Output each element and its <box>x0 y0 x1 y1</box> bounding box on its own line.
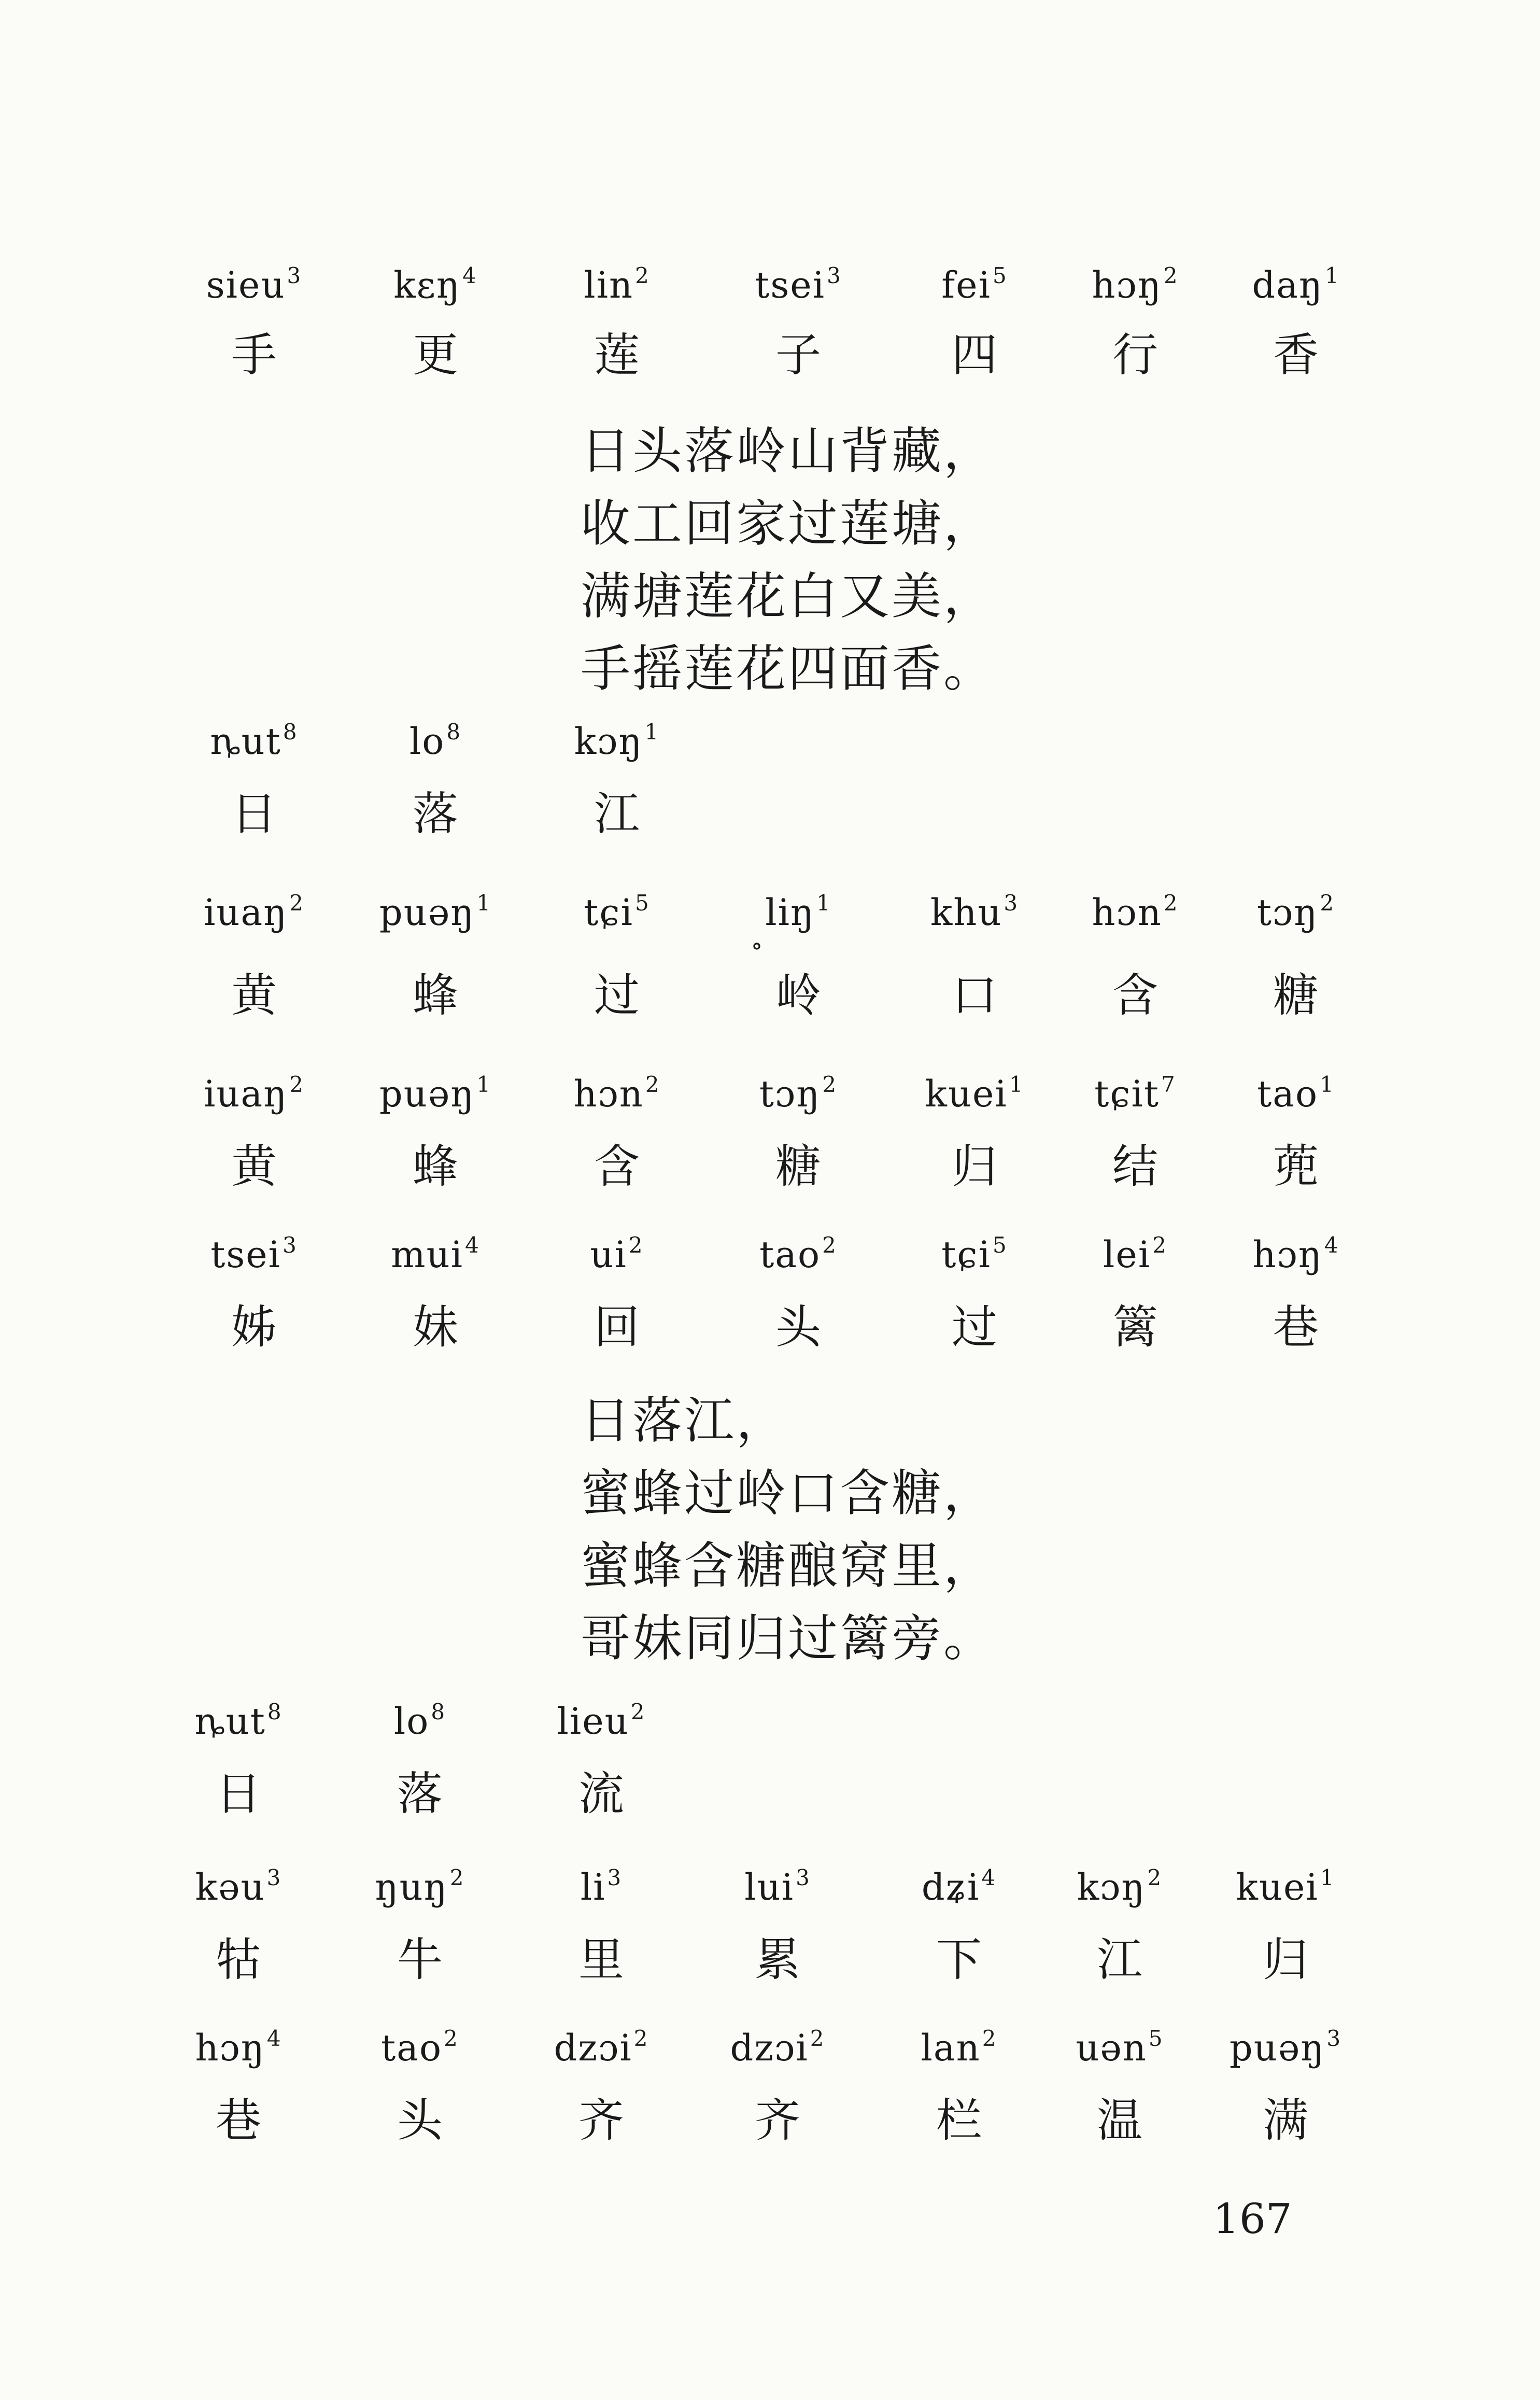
pinyin-syllable: dzɔi$^2$ <box>730 2026 825 2069</box>
hanzi-character: 手 <box>231 328 277 382</box>
pinyin-syllable: kɔŋ$^1$ <box>574 719 660 763</box>
pinyin-syllable: kəu$^3$ <box>195 1865 282 1908</box>
pinyin-syllable: ŋuŋ$^2$ <box>375 1865 465 1908</box>
hanzi-character: 口 <box>951 969 997 1022</box>
hanzi-character: 江 <box>594 787 640 840</box>
pinyin-row <box>0 1068 1540 1135</box>
pinyin-syllable: hɔn$^2$ <box>1092 890 1179 934</box>
hanzi-row <box>0 324 1540 391</box>
pinyin-syllable: mui$^4$ <box>391 1232 480 1276</box>
pinyin-row <box>0 1861 1540 1929</box>
hanzi-character: 香 <box>1273 328 1319 382</box>
hanzi-character: 黄 <box>231 1140 277 1193</box>
pinyin-row <box>0 2022 1540 2089</box>
pinyin-syllable: tɔŋ$^2$ <box>759 1072 838 1115</box>
pinyin-row <box>0 1695 1540 1763</box>
hanzi-row <box>0 2089 1540 2157</box>
pinyin-syllable: lan$^2$ <box>921 2026 997 2069</box>
poem-line: 收工回家过莲塘， <box>581 495 995 553</box>
hanzi-character: 蜂 <box>412 969 458 1022</box>
hanzi-character: 黄 <box>231 969 277 1022</box>
pinyin-syllable: lei$^2$ <box>1103 1232 1167 1276</box>
pinyin-syllable: iuaŋ$^2$ <box>203 1072 305 1115</box>
hanzi-character: 齐 <box>578 2094 624 2147</box>
hanzi-character: 蜂 <box>412 1140 458 1193</box>
pinyin-row <box>0 1229 1540 1296</box>
hanzi-character: 行 <box>1112 328 1158 382</box>
hanzi-row <box>0 783 1540 850</box>
pinyin-row <box>0 715 1540 783</box>
hanzi-character: 齐 <box>754 2094 800 2147</box>
hanzi-row <box>0 1929 1540 1996</box>
pinyin-syllable: kuei$^1$ <box>925 1072 1024 1115</box>
hanzi-character: 四 <box>951 328 997 382</box>
hanzi-character: 满 <box>1262 2094 1308 2147</box>
hanzi-character: 含 <box>1112 969 1158 1022</box>
hanzi-character: 落 <box>397 1767 443 1820</box>
pinyin-syllable: $ui^2$ <box>590 1232 644 1276</box>
poem-stanza <box>581 1384 1306 1675</box>
pinyin-syllable: uən$^5$ <box>1076 2026 1164 2069</box>
hanzi-character: 妹 <box>412 1300 458 1354</box>
poem-line: 手摇莲花四面香。 <box>581 640 995 698</box>
pinyin-syllable: ȵut$^8$ <box>210 719 298 763</box>
poem-line: 日落江， <box>581 1392 788 1450</box>
hanzi-character: 篱 <box>1112 1300 1158 1354</box>
pinyin-syllable: $lo^8$ <box>393 1699 446 1743</box>
hanzi-character: 落 <box>412 787 458 840</box>
hanzi-character: 归 <box>1262 1933 1308 1986</box>
pinyin-syllable: $li^3$ <box>580 1865 623 1908</box>
hanzi-character: 温 <box>1096 2094 1142 2147</box>
poem-line: 满塘莲花白又美， <box>581 567 995 625</box>
pinyin-syllable: hɔŋ$^4$ <box>195 2026 282 2069</box>
hanzi-character: 回 <box>594 1300 640 1354</box>
hanzi-character: 子 <box>775 328 821 382</box>
hanzi-character: 头 <box>775 1300 821 1354</box>
pinyin-syllable: puəŋ$^1$ <box>379 890 492 934</box>
hanzi-character: 过 <box>951 1300 997 1354</box>
pinyin-syllable: ȵut$^8$ <box>194 1699 282 1743</box>
hanzi-character: 莲 <box>594 328 640 382</box>
pinyin-syllable: lin$^2$ <box>584 263 650 306</box>
pinyin-syllable: puəŋ$^1$ <box>379 1072 492 1115</box>
pinyin-syllable: tao$^2$ <box>381 2026 459 2069</box>
poem-line: 蜜蜂过岭口含糖， <box>581 1464 995 1522</box>
pinyin-syllable: tao$^2$ <box>759 1232 837 1276</box>
hanzi-character: 糖 <box>1273 969 1319 1022</box>
hanzi-character: 里 <box>578 1933 624 1986</box>
pinyin-syllable: puəŋ$^3$ <box>1229 2026 1342 2069</box>
hanzi-row <box>0 1296 1540 1364</box>
pinyin-syllable: kɔŋ$^2$ <box>1077 1865 1163 1908</box>
pinyin-syllable: tɕi$^5$ <box>584 890 650 934</box>
pinyin-syllable: lieu$^2$ <box>557 1699 646 1743</box>
hanzi-row <box>0 1135 1540 1203</box>
pinyin-syllable: hɔŋ$^4$ <box>1252 1232 1339 1276</box>
pinyin-syllable: tsei$^3$ <box>755 263 842 306</box>
hanzi-character: 更 <box>412 328 458 382</box>
hanzi-character: 流 <box>578 1767 624 1820</box>
hanzi-character: 结 <box>1112 1140 1158 1193</box>
hanzi-character: 下 <box>936 1933 982 1986</box>
hanzi-character: 牯 <box>215 1933 261 1986</box>
hanzi-character: 江 <box>1096 1933 1142 1986</box>
pinyin-syllable: $lo^8$ <box>409 719 462 763</box>
hanzi-character: 岭 <box>775 969 821 1022</box>
pinyin-syllable: lui$^3$ <box>744 1865 811 1908</box>
hanzi-character: 日 <box>231 787 277 840</box>
pinyin-syllable: khu$^3$ <box>930 890 1019 934</box>
pinyin-syllable: tsei$^3$ <box>210 1232 298 1276</box>
pinyin-syllable: hɔn$^2$ <box>573 1072 660 1115</box>
pinyin-row <box>0 259 1540 327</box>
hanzi-character: 归 <box>951 1140 997 1193</box>
pinyin-syllable: dʑi$^4$ <box>921 1865 997 1908</box>
pinyin-syllable: fei$^5$ <box>941 263 1008 306</box>
hanzi-character: 头 <box>397 2094 443 2147</box>
hanzi-character: 栏 <box>936 2094 982 2147</box>
hanzi-character: 蔸 <box>1273 1140 1319 1193</box>
pinyin-syllable: daŋ$^1$ <box>1252 263 1340 306</box>
pinyin-syllable: sieu$^3$ <box>206 263 302 306</box>
hanzi-character: 巷 <box>215 2094 261 2147</box>
hanzi-character: 日 <box>215 1767 261 1820</box>
page-number: 167 <box>1213 2195 1292 2243</box>
hanzi-character: 糖 <box>775 1140 821 1193</box>
poem-stanza <box>581 415 1306 705</box>
hanzi-character: 姊 <box>231 1300 277 1354</box>
hanzi-character: 过 <box>594 969 640 1022</box>
hanzi-character: 累 <box>754 1933 800 1986</box>
annotation-circle-mark: ∘ <box>751 931 763 960</box>
pinyin-syllable: liŋ$^1$ <box>765 890 831 934</box>
hanzi-character: 巷 <box>1273 1300 1319 1354</box>
hanzi-row <box>0 1763 1540 1830</box>
pinyin-syllable: kɛŋ$^4$ <box>393 263 477 306</box>
pinyin-syllable: tɕi$^5$ <box>941 1232 1008 1276</box>
pinyin-syllable: tɕit$^7$ <box>1094 1072 1176 1115</box>
pinyin-syllable: kuei$^1$ <box>1236 1865 1335 1908</box>
pinyin-syllable: tao$^1$ <box>1257 1072 1335 1115</box>
poem-line: 日头落岭山背藏， <box>581 422 995 480</box>
poem-line: 哥妹同归过篱旁。 <box>581 1609 995 1667</box>
pinyin-syllable: dzɔi$^2$ <box>554 2026 649 2069</box>
hanzi-character: 含 <box>594 1140 640 1193</box>
poem-line: 蜜蜂含糖酿窝里， <box>581 1537 995 1595</box>
hanzi-row <box>0 964 1540 1032</box>
pinyin-syllable: tɔŋ$^2$ <box>1256 890 1335 934</box>
pinyin-syllable: iuaŋ$^2$ <box>203 890 305 934</box>
hanzi-character: 牛 <box>397 1933 443 1986</box>
pinyin-syllable: hɔŋ$^2$ <box>1092 263 1179 306</box>
